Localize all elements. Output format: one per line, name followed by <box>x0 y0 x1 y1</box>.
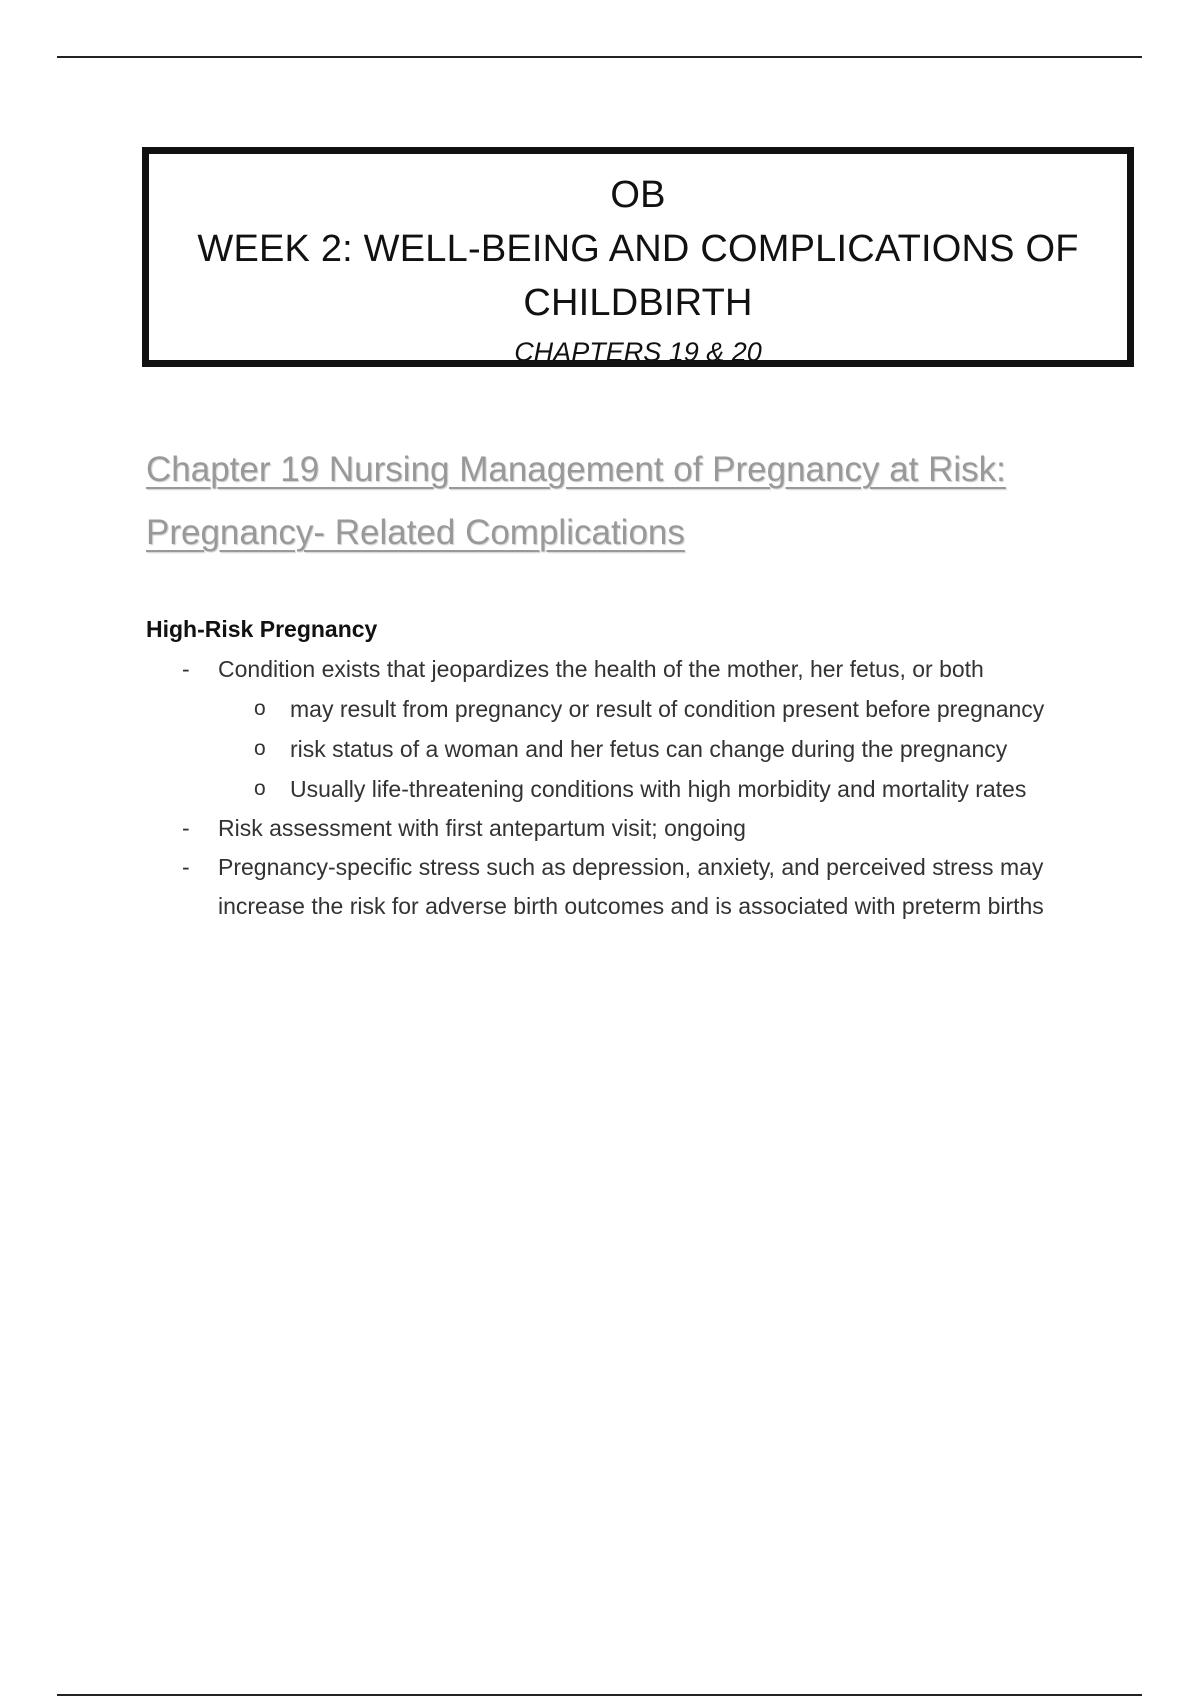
high-risk-section <box>146 612 1106 926</box>
week-title-line1: WEEK 2: WELL-BEING AND COMPLICATIONS OF <box>197 228 1079 270</box>
sub-list-item-text: Usually life-threatening conditions with high morbidity and mortality rates <box>290 776 1027 802</box>
section-title: High-Risk Pregnancy <box>146 616 378 642</box>
top-rule <box>57 56 1142 58</box>
circle-marker: o <box>254 737 266 760</box>
dash-marker: - <box>182 656 190 682</box>
chapter-heading-line1: Chapter 19 Nursing Management of Pregnancy at Risk: <box>146 450 1006 489</box>
list-item <box>146 848 1106 926</box>
circle-marker: o <box>254 777 266 800</box>
dash-marker: - <box>182 815 190 841</box>
circle-marker: o <box>254 697 266 720</box>
sub-list-item <box>218 689 1106 729</box>
list-item-text: Risk assessment with first antepartum visit; ongoing <box>218 815 746 841</box>
sub-list-item-text: risk status of a woman and her fetus can change during the pregnancy <box>290 736 1008 762</box>
chapter-heading-line2: Pregnancy- Related Complications <box>146 513 685 552</box>
sub-list-item <box>218 769 1106 809</box>
chapters-subtitle: CHAPTERS 19 & 20 <box>514 337 762 367</box>
sub-list-item <box>218 729 1106 769</box>
course-title: OB <box>610 174 666 216</box>
list-item <box>146 650 1106 809</box>
bottom-rule <box>57 1694 1142 1696</box>
list-item-text: Pregnancy-specific stress such as depression, anxiety, and perceived stress may increase the risk for adverse birth outcomes and is associated with preterm births <box>218 854 1044 919</box>
chapter-heading <box>146 438 1106 564</box>
week-title-line2: CHILDBIRTH <box>523 282 753 324</box>
sub-list-item-text: may result from pregnancy or result of condition present before pregnancy <box>290 696 1045 722</box>
sub-list <box>218 689 1106 809</box>
list-item <box>146 809 1106 848</box>
title-box <box>142 147 1134 367</box>
bullet-list <box>146 650 1106 926</box>
list-item-text: Condition exists that jeopardizes the health of the mother, her fetus, or both <box>218 656 984 682</box>
dash-marker: - <box>182 854 190 880</box>
